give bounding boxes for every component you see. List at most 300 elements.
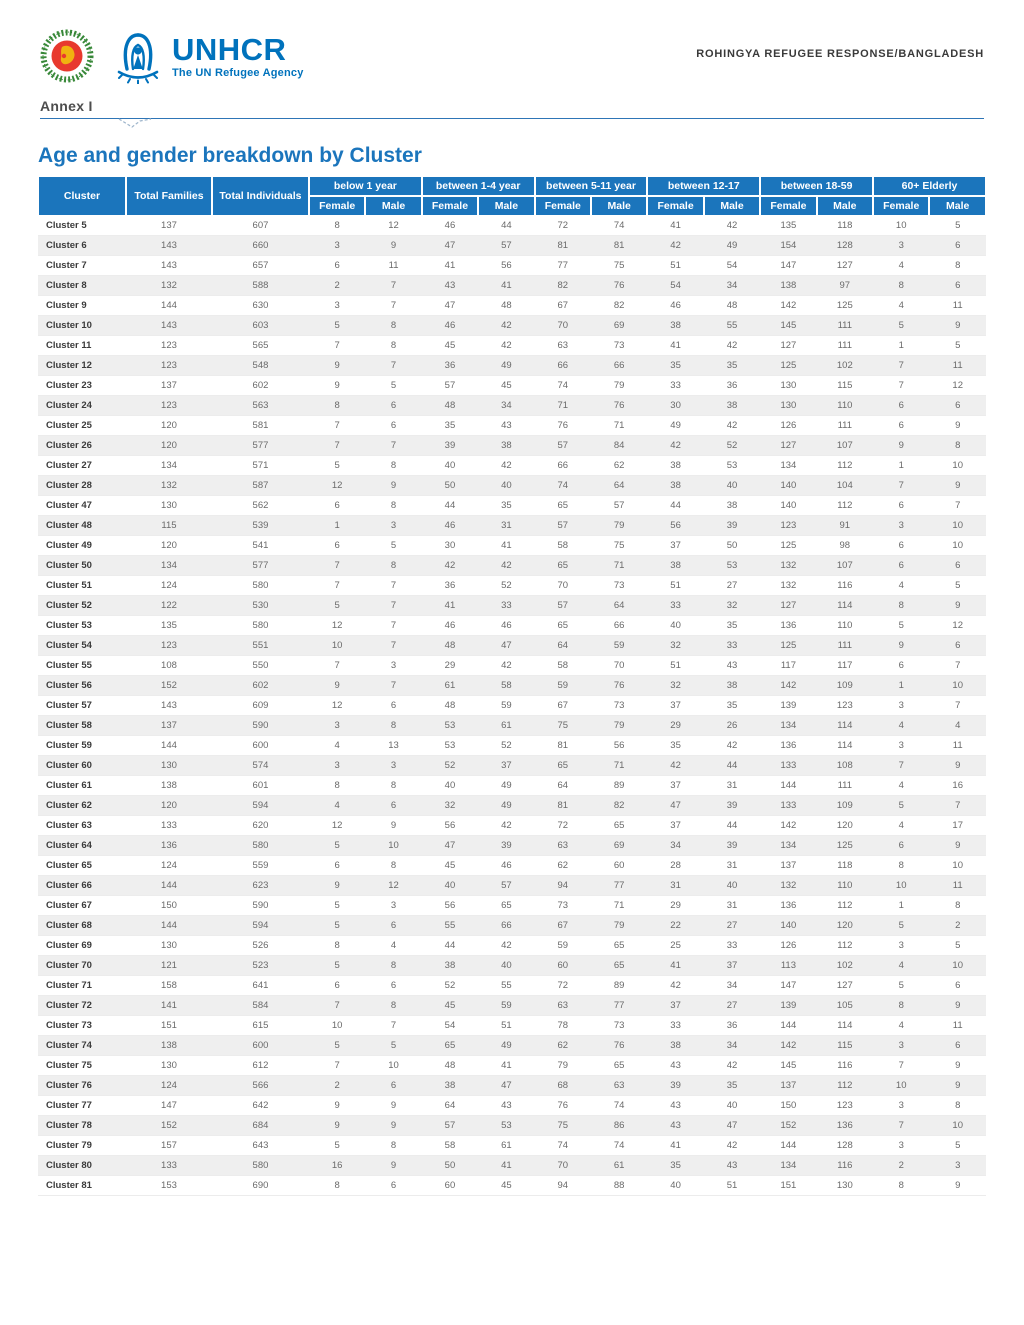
table-row <box>38 1036 986 1056</box>
value-cell: 57 <box>478 236 534 256</box>
value-cell: 43 <box>647 1056 703 1076</box>
group-header-1-4: between 1-4 year <box>422 176 535 196</box>
value-cell: 31 <box>704 896 760 916</box>
table-row <box>38 896 986 916</box>
sub-header-male: Male <box>478 196 534 216</box>
value-cell: 39 <box>704 796 760 816</box>
value-cell: 153 <box>126 1176 212 1196</box>
value-cell: 42 <box>422 556 478 576</box>
sub-header-female: Female <box>760 196 816 216</box>
value-cell: 65 <box>535 496 591 516</box>
value-cell: 41 <box>422 596 478 616</box>
col-header-cluster: Cluster <box>38 176 126 216</box>
cluster-name-cell: Cluster 8 <box>38 276 126 296</box>
value-cell: 8 <box>873 276 929 296</box>
value-cell: 36 <box>704 376 760 396</box>
value-cell: 147 <box>760 256 816 276</box>
value-cell: 40 <box>478 476 534 496</box>
value-cell: 5 <box>873 316 929 336</box>
table-row <box>38 416 986 436</box>
cluster-name-cell: Cluster 58 <box>38 716 126 736</box>
value-cell: 136 <box>817 1116 873 1136</box>
value-cell: 117 <box>760 656 816 676</box>
value-cell: 2 <box>929 916 986 936</box>
value-cell: 98 <box>817 536 873 556</box>
value-cell: 82 <box>535 276 591 296</box>
value-cell: 9 <box>309 876 365 896</box>
value-cell: 8 <box>873 1176 929 1196</box>
value-cell: 53 <box>478 1116 534 1136</box>
page-header <box>0 0 1024 84</box>
value-cell: 7 <box>873 476 929 496</box>
value-cell: 42 <box>647 756 703 776</box>
value-cell: 65 <box>478 896 534 916</box>
value-cell: 66 <box>535 356 591 376</box>
value-cell: 2 <box>309 1076 365 1096</box>
age-gender-table <box>38 176 986 1196</box>
value-cell: 7 <box>365 296 421 316</box>
value-cell: 50 <box>704 536 760 556</box>
value-cell: 580 <box>212 836 309 856</box>
value-cell: 10 <box>365 836 421 856</box>
value-cell: 39 <box>422 436 478 456</box>
value-cell: 38 <box>478 436 534 456</box>
sub-header-female: Female <box>647 196 703 216</box>
value-cell: 64 <box>535 776 591 796</box>
value-cell: 57 <box>478 876 534 896</box>
value-cell: 133 <box>760 756 816 776</box>
value-cell: 29 <box>647 896 703 916</box>
value-cell: 660 <box>212 236 309 256</box>
table-row <box>38 856 986 876</box>
value-cell: 81 <box>591 236 647 256</box>
value-cell: 47 <box>422 296 478 316</box>
value-cell: 102 <box>817 956 873 976</box>
value-cell: 72 <box>535 216 591 236</box>
value-cell: 42 <box>704 1136 760 1156</box>
table-row <box>38 476 986 496</box>
table-row <box>38 936 986 956</box>
value-cell: 142 <box>760 676 816 696</box>
value-cell: 117 <box>817 656 873 676</box>
value-cell: 81 <box>535 236 591 256</box>
value-cell: 45 <box>478 1176 534 1196</box>
value-cell: 590 <box>212 896 309 916</box>
value-cell: 10 <box>929 456 986 476</box>
bangladesh-government-seal-icon <box>40 29 94 83</box>
value-cell: 30 <box>422 536 478 556</box>
value-cell: 114 <box>817 736 873 756</box>
value-cell: 127 <box>760 436 816 456</box>
value-cell: 609 <box>212 696 309 716</box>
value-cell: 134 <box>760 456 816 476</box>
value-cell: 49 <box>478 356 534 376</box>
cluster-name-cell: Cluster 70 <box>38 956 126 976</box>
value-cell: 152 <box>126 1116 212 1136</box>
value-cell: 70 <box>535 1156 591 1176</box>
value-cell: 27 <box>704 576 760 596</box>
value-cell: 50 <box>422 1156 478 1176</box>
value-cell: 136 <box>760 736 816 756</box>
value-cell: 71 <box>591 896 647 916</box>
value-cell: 8 <box>365 856 421 876</box>
value-cell: 620 <box>212 816 309 836</box>
value-cell: 65 <box>591 936 647 956</box>
group-header-below-1: below 1 year <box>309 176 422 196</box>
response-header-text: ROHINGYA REFUGEE RESPONSE/BANGLADESH <box>696 48 984 60</box>
value-cell: 7 <box>873 376 929 396</box>
value-cell: 8 <box>365 996 421 1016</box>
value-cell: 9 <box>929 756 986 776</box>
unhcr-emblem-icon <box>110 28 166 84</box>
table-body <box>38 216 986 1196</box>
value-cell: 9 <box>929 1076 986 1096</box>
value-cell: 11 <box>929 1016 986 1036</box>
value-cell: 5 <box>309 596 365 616</box>
value-cell: 42 <box>647 436 703 456</box>
value-cell: 127 <box>760 336 816 356</box>
value-cell: 38 <box>647 556 703 576</box>
table-row <box>38 996 986 1016</box>
table-header <box>38 176 986 216</box>
value-cell: 49 <box>478 1036 534 1056</box>
value-cell: 118 <box>817 216 873 236</box>
col-header-total-families: Total Families <box>126 176 212 216</box>
value-cell: 140 <box>760 916 816 936</box>
value-cell: 643 <box>212 1136 309 1156</box>
value-cell: 133 <box>126 1156 212 1176</box>
table-row <box>38 576 986 596</box>
value-cell: 84 <box>591 436 647 456</box>
value-cell: 57 <box>422 1116 478 1136</box>
value-cell: 57 <box>535 436 591 456</box>
value-cell: 7 <box>929 656 986 676</box>
value-cell: 4 <box>929 716 986 736</box>
value-cell: 138 <box>760 276 816 296</box>
value-cell: 48 <box>422 396 478 416</box>
cluster-name-cell: Cluster 47 <box>38 496 126 516</box>
value-cell: 137 <box>126 216 212 236</box>
value-cell: 55 <box>422 916 478 936</box>
value-cell: 7 <box>365 1016 421 1036</box>
value-cell: 8 <box>929 896 986 916</box>
table-row <box>38 796 986 816</box>
value-cell: 137 <box>760 1076 816 1096</box>
value-cell: 130 <box>760 376 816 396</box>
value-cell: 6 <box>929 556 986 576</box>
value-cell: 584 <box>212 996 309 1016</box>
value-cell: 46 <box>422 316 478 336</box>
value-cell: 40 <box>647 616 703 636</box>
value-cell: 94 <box>535 1176 591 1196</box>
value-cell: 29 <box>422 656 478 676</box>
value-cell: 56 <box>478 256 534 276</box>
value-cell: 115 <box>817 1036 873 1056</box>
value-cell: 48 <box>422 636 478 656</box>
value-cell: 588 <box>212 276 309 296</box>
value-cell: 63 <box>591 1076 647 1096</box>
value-cell: 3 <box>873 936 929 956</box>
value-cell: 94 <box>535 876 591 896</box>
cluster-name-cell: Cluster 56 <box>38 676 126 696</box>
value-cell: 6 <box>929 636 986 656</box>
value-cell: 121 <box>126 956 212 976</box>
value-cell: 132 <box>760 556 816 576</box>
value-cell: 38 <box>704 396 760 416</box>
value-cell: 6 <box>365 396 421 416</box>
value-cell: 36 <box>704 1016 760 1036</box>
table-row <box>38 256 986 276</box>
table-row <box>38 616 986 636</box>
value-cell: 114 <box>817 1016 873 1036</box>
table-row <box>38 1136 986 1156</box>
value-cell: 3 <box>365 516 421 536</box>
cluster-name-cell: Cluster 24 <box>38 396 126 416</box>
value-cell: 684 <box>212 1116 309 1136</box>
value-cell: 144 <box>126 916 212 936</box>
value-cell: 72 <box>535 816 591 836</box>
value-cell: 40 <box>422 456 478 476</box>
value-cell: 9 <box>365 1116 421 1136</box>
unhcr-subtitle-text: The UN Refugee Agency <box>172 66 304 79</box>
value-cell: 38 <box>704 496 760 516</box>
value-cell: 49 <box>647 416 703 436</box>
value-cell: 5 <box>873 796 929 816</box>
value-cell: 43 <box>647 1096 703 1116</box>
value-cell: 8 <box>365 316 421 336</box>
value-cell: 46 <box>422 216 478 236</box>
value-cell: 5 <box>873 916 929 936</box>
table-row <box>38 1156 986 1176</box>
value-cell: 37 <box>478 756 534 776</box>
value-cell: 7 <box>365 356 421 376</box>
value-cell: 615 <box>212 1016 309 1036</box>
value-cell: 70 <box>535 316 591 336</box>
table-row <box>38 336 986 356</box>
value-cell: 12 <box>309 616 365 636</box>
value-cell: 37 <box>647 996 703 1016</box>
value-cell: 128 <box>817 236 873 256</box>
value-cell: 10 <box>929 1116 986 1136</box>
value-cell: 73 <box>591 576 647 596</box>
value-cell: 135 <box>760 216 816 236</box>
value-cell: 63 <box>535 336 591 356</box>
value-cell: 74 <box>535 1136 591 1156</box>
cluster-name-cell: Cluster 67 <box>38 896 126 916</box>
value-cell: 56 <box>422 896 478 916</box>
value-cell: 9 <box>365 476 421 496</box>
value-cell: 70 <box>535 576 591 596</box>
value-cell: 108 <box>126 656 212 676</box>
value-cell: 33 <box>704 636 760 656</box>
table-row <box>38 376 986 396</box>
value-cell: 136 <box>760 896 816 916</box>
table-row <box>38 516 986 536</box>
value-cell: 32 <box>647 636 703 656</box>
value-cell: 65 <box>591 956 647 976</box>
value-cell: 51 <box>704 1176 760 1196</box>
value-cell: 47 <box>478 636 534 656</box>
value-cell: 7 <box>929 496 986 516</box>
value-cell: 4 <box>873 1016 929 1036</box>
value-cell: 1 <box>309 516 365 536</box>
value-cell: 31 <box>704 776 760 796</box>
value-cell: 75 <box>535 716 591 736</box>
value-cell: 111 <box>817 316 873 336</box>
value-cell: 46 <box>422 516 478 536</box>
value-cell: 48 <box>422 1056 478 1076</box>
cluster-name-cell: Cluster 60 <box>38 756 126 776</box>
value-cell: 77 <box>591 876 647 896</box>
value-cell: 5 <box>309 456 365 476</box>
value-cell: 562 <box>212 496 309 516</box>
value-cell: 6 <box>873 416 929 436</box>
value-cell: 39 <box>647 1076 703 1096</box>
value-cell: 59 <box>591 636 647 656</box>
value-cell: 124 <box>126 576 212 596</box>
value-cell: 52 <box>422 976 478 996</box>
value-cell: 144 <box>126 296 212 316</box>
value-cell: 63 <box>535 996 591 1016</box>
value-cell: 5 <box>929 216 986 236</box>
value-cell: 5 <box>309 316 365 336</box>
sub-header-male: Male <box>704 196 760 216</box>
value-cell: 140 <box>760 496 816 516</box>
value-cell: 35 <box>704 616 760 636</box>
value-cell: 7 <box>309 576 365 596</box>
value-cell: 125 <box>760 636 816 656</box>
value-cell: 6 <box>365 1076 421 1096</box>
table-row <box>38 396 986 416</box>
value-cell: 3 <box>309 296 365 316</box>
value-cell: 134 <box>126 556 212 576</box>
value-cell: 76 <box>591 396 647 416</box>
value-cell: 32 <box>647 676 703 696</box>
value-cell: 11 <box>929 876 986 896</box>
value-cell: 38 <box>647 316 703 336</box>
value-cell: 71 <box>591 416 647 436</box>
value-cell: 1 <box>873 336 929 356</box>
value-cell: 600 <box>212 736 309 756</box>
value-cell: 82 <box>591 296 647 316</box>
value-cell: 48 <box>478 296 534 316</box>
value-cell: 36 <box>422 356 478 376</box>
value-cell: 54 <box>647 276 703 296</box>
value-cell: 7 <box>309 416 365 436</box>
value-cell: 60 <box>535 956 591 976</box>
value-cell: 594 <box>212 916 309 936</box>
value-cell: 5 <box>309 956 365 976</box>
value-cell: 9 <box>929 996 986 1016</box>
sub-header-female: Female <box>309 196 365 216</box>
group-header-60-plus: 60+ Elderly <box>873 176 986 196</box>
table-row <box>38 676 986 696</box>
value-cell: 9 <box>309 376 365 396</box>
cluster-name-cell: Cluster 48 <box>38 516 126 536</box>
value-cell: 6 <box>309 536 365 556</box>
value-cell: 9 <box>929 476 986 496</box>
value-cell: 58 <box>422 1136 478 1156</box>
value-cell: 580 <box>212 1156 309 1176</box>
value-cell: 58 <box>478 676 534 696</box>
value-cell: 12 <box>309 816 365 836</box>
value-cell: 9 <box>873 636 929 656</box>
value-cell: 78 <box>535 1016 591 1036</box>
value-cell: 54 <box>422 1016 478 1036</box>
value-cell: 132 <box>126 476 212 496</box>
value-cell: 33 <box>647 376 703 396</box>
cluster-name-cell: Cluster 51 <box>38 576 126 596</box>
value-cell: 47 <box>704 1116 760 1136</box>
value-cell: 74 <box>535 476 591 496</box>
value-cell: 8 <box>309 776 365 796</box>
cluster-name-cell: Cluster 79 <box>38 1136 126 1156</box>
value-cell: 102 <box>817 356 873 376</box>
value-cell: 79 <box>591 716 647 736</box>
value-cell: 73 <box>591 336 647 356</box>
value-cell: 7 <box>365 436 421 456</box>
value-cell: 114 <box>817 716 873 736</box>
value-cell: 523 <box>212 956 309 976</box>
value-cell: 9 <box>873 436 929 456</box>
value-cell: 1 <box>873 676 929 696</box>
value-cell: 37 <box>647 776 703 796</box>
unhcr-logo <box>110 28 304 84</box>
value-cell: 5 <box>309 1136 365 1156</box>
value-cell: 75 <box>591 536 647 556</box>
value-cell: 48 <box>422 696 478 716</box>
value-cell: 4 <box>873 776 929 796</box>
value-cell: 47 <box>647 796 703 816</box>
value-cell: 6 <box>929 276 986 296</box>
value-cell: 3 <box>309 756 365 776</box>
value-cell: 6 <box>873 656 929 676</box>
value-cell: 51 <box>647 656 703 676</box>
value-cell: 67 <box>535 296 591 316</box>
value-cell: 4 <box>309 796 365 816</box>
value-cell: 7 <box>365 616 421 636</box>
value-cell: 39 <box>478 836 534 856</box>
cluster-name-cell: Cluster 77 <box>38 1096 126 1116</box>
value-cell: 82 <box>591 796 647 816</box>
value-cell: 41 <box>478 276 534 296</box>
value-cell: 602 <box>212 676 309 696</box>
table-row <box>38 696 986 716</box>
cluster-name-cell: Cluster 71 <box>38 976 126 996</box>
horizontal-rule <box>40 118 984 119</box>
value-cell: 4 <box>365 936 421 956</box>
value-cell: 54 <box>704 256 760 276</box>
value-cell: 57 <box>422 376 478 396</box>
value-cell: 66 <box>591 356 647 376</box>
value-cell: 41 <box>478 1156 534 1176</box>
value-cell: 3 <box>365 896 421 916</box>
value-cell: 51 <box>478 1016 534 1036</box>
value-cell: 12 <box>365 876 421 896</box>
value-cell: 130 <box>126 496 212 516</box>
value-cell: 6 <box>929 1036 986 1056</box>
value-cell: 8 <box>365 336 421 356</box>
value-cell: 63 <box>535 836 591 856</box>
value-cell: 75 <box>591 256 647 276</box>
value-cell: 79 <box>535 1056 591 1076</box>
value-cell: 135 <box>126 616 212 636</box>
table-row <box>38 276 986 296</box>
value-cell: 134 <box>126 456 212 476</box>
value-cell: 7 <box>365 596 421 616</box>
value-cell: 132 <box>760 576 816 596</box>
value-cell: 526 <box>212 936 309 956</box>
